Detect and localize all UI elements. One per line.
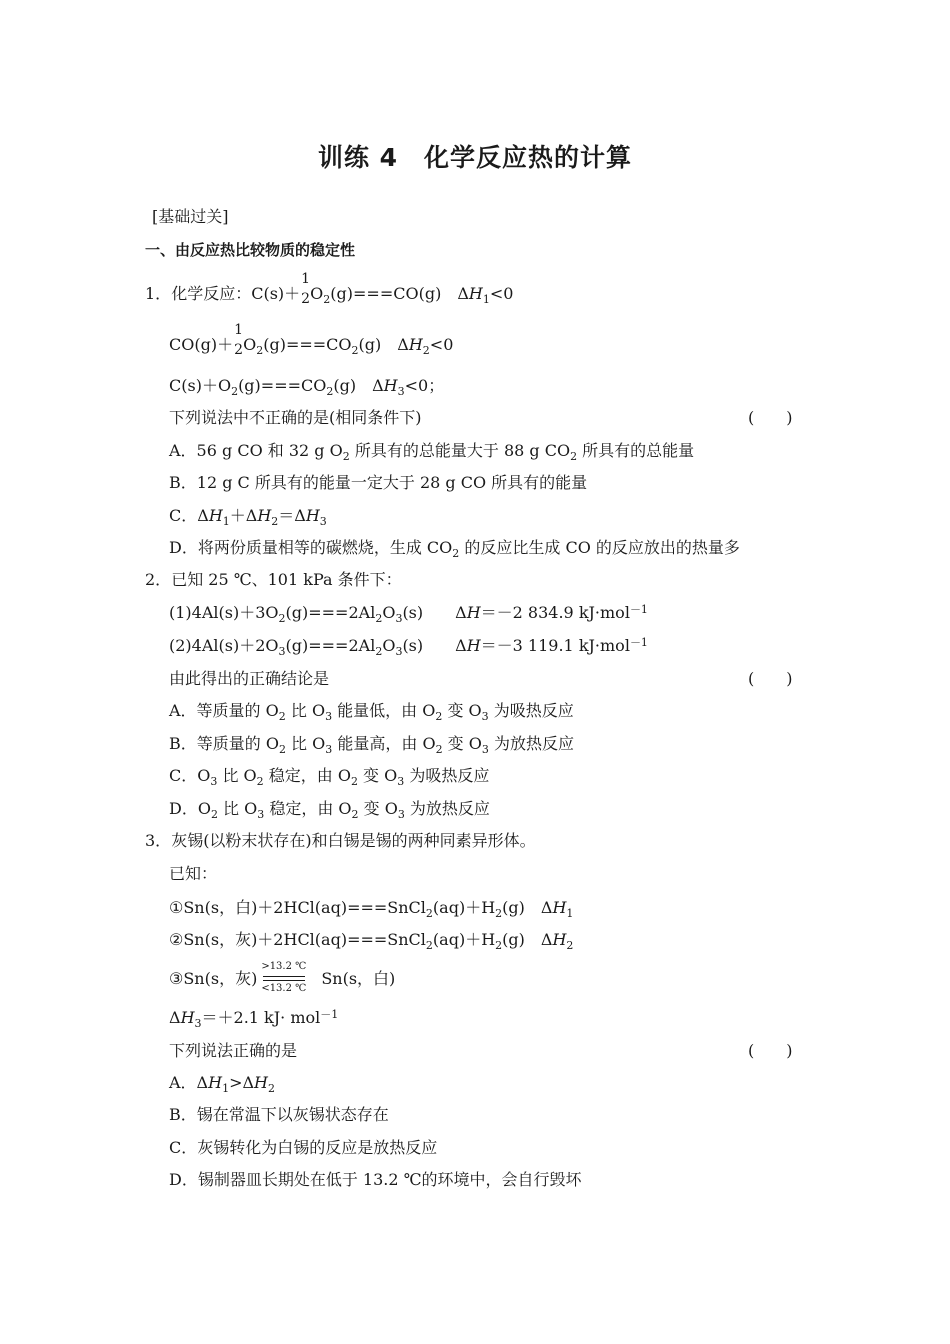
question-2-stem: 由此得出的正确结论是 [169, 669, 330, 688]
question-2-equation-2: $(2)4Al(s)+2O_3(g)===2Al_2O_3(s)$ ΔH＝－3 119.1 kJ·mol$^{-1}$ [169, 636, 648, 658]
question-3-delta-h3: $\Delta H_3=+2.1$ kJ· mol$^{-1}$ [169, 1008, 339, 1030]
answer-bracket: ( ) [748, 669, 793, 688]
option-d: D．锡制器皿长期处在低于 13.2 ℃的环境中，会自行毁坏 [169, 1170, 582, 1189]
option-c: C．$O_3$ 比 $O_2$ 稳定，由 $O_2$ 变 $O_3$ 为吸热反应 [169, 766, 490, 788]
option-c: C．$\Delta H_1+\Delta H_2=\Delta H_3$ [169, 506, 327, 528]
option-a: A．56 g CO 和 32 g $O_2$ 所具有的总能量大于 88 g $CO_2$ 所具有的总能量 [169, 441, 695, 463]
equilibrium-arrows: $\frac{>13.2 ℃}{<13.2 ℃}$ [261, 961, 307, 994]
fraction-one-half: 1 2 [301, 271, 311, 307]
question-1-stem: 下列说法中不正确的是(相同条件下) [169, 408, 422, 427]
question-2-equation-1: $(1)4Al(s)+3O_2(g)===2Al_2O_3(s)$ ΔH＝－2 834.9 kJ·mol$^{-1}$ [169, 603, 648, 625]
question-1-equation-3: $C(s)+O_2(g)===CO_2(g)$ $\Delta H_3<0$； [169, 376, 445, 398]
question-1-equation-2: CO(g)＋ 1 2 $O_2(g)===CO_2(g)$ $\Delta H_2<0$ [169, 322, 454, 358]
answer-bracket: ( ) [748, 1041, 793, 1060]
question-number: 2． [145, 570, 172, 589]
option-a: A．$\Delta H_1>\Delta H_2$ [169, 1073, 275, 1095]
question-3-stem: 下列说法正确的是 [169, 1041, 298, 1060]
question-number: 3． [145, 831, 172, 850]
option-b: B．锡在常温下以灰锡状态存在 [169, 1105, 389, 1124]
option-a: A．等质量的 $O_2$ 比 $O_3$ 能量低，由 $O_2$ 变 $O_3$ 为吸热反应 [169, 701, 574, 723]
question-number: 1． [145, 284, 172, 303]
answer-bracket: ( ) [748, 408, 793, 427]
question-1-intro: 1．化学反应：C(s)＋ 1 2 $O_2(g)===CO(g)$ $\Delta H_1<0$ [145, 271, 514, 307]
page-title: 训练 4 化学反应热的计算 [317, 143, 633, 172]
question-3-intro: 3．灰锡(以粉末状存在)和白锡是锡的两种同素异形体。 [145, 831, 536, 850]
section-heading: 一、由反应热比较物质的稳定性 [145, 241, 356, 259]
question-3-equation-1: ①Sn(s，白)$+2HCl(aq)===SnCl_2(aq)+H_2(g)$ $\Delta H_1$ [169, 898, 574, 920]
option-c: C．灰锡转化为白锡的反应是放热反应 [169, 1138, 438, 1157]
question-3-known: 已知： [169, 864, 218, 883]
question-3-equation-2: ②Sn(s，灰)$+2HCl(aq)===SnCl_2(aq)+H_2(g)$ $\Delta H_2$ [169, 930, 574, 952]
option-b: B．12 g C 所具有的能量一定大于 28 g CO 所具有的能量 [169, 473, 588, 492]
section-label: [基础过关] [152, 207, 229, 226]
option-b: B．等质量的 $O_2$ 比 $O_3$ 能量高，由 $O_2$ 变 $O_3$ 为放热反应 [169, 734, 574, 756]
option-d: D．将两份质量相等的碳燃烧，生成 $CO_2$ 的反应比生成 CO 的反应放出的热量多 [169, 538, 740, 560]
question-3-equation-3: ③Sn(s，灰) $\frac{>13.2 ℃}{<13.2 ℃}$ Sn(s，白) [169, 961, 396, 994]
fraction-one-half: 1 2 [234, 322, 244, 358]
option-d: D．$O_2$ 比 $O_3$ 稳定，由 $O_2$ 变 $O_3$ 为放热反应 [169, 799, 490, 821]
question-2-intro: 2．已知 25 ℃、101 kPa 条件下： [145, 570, 402, 589]
